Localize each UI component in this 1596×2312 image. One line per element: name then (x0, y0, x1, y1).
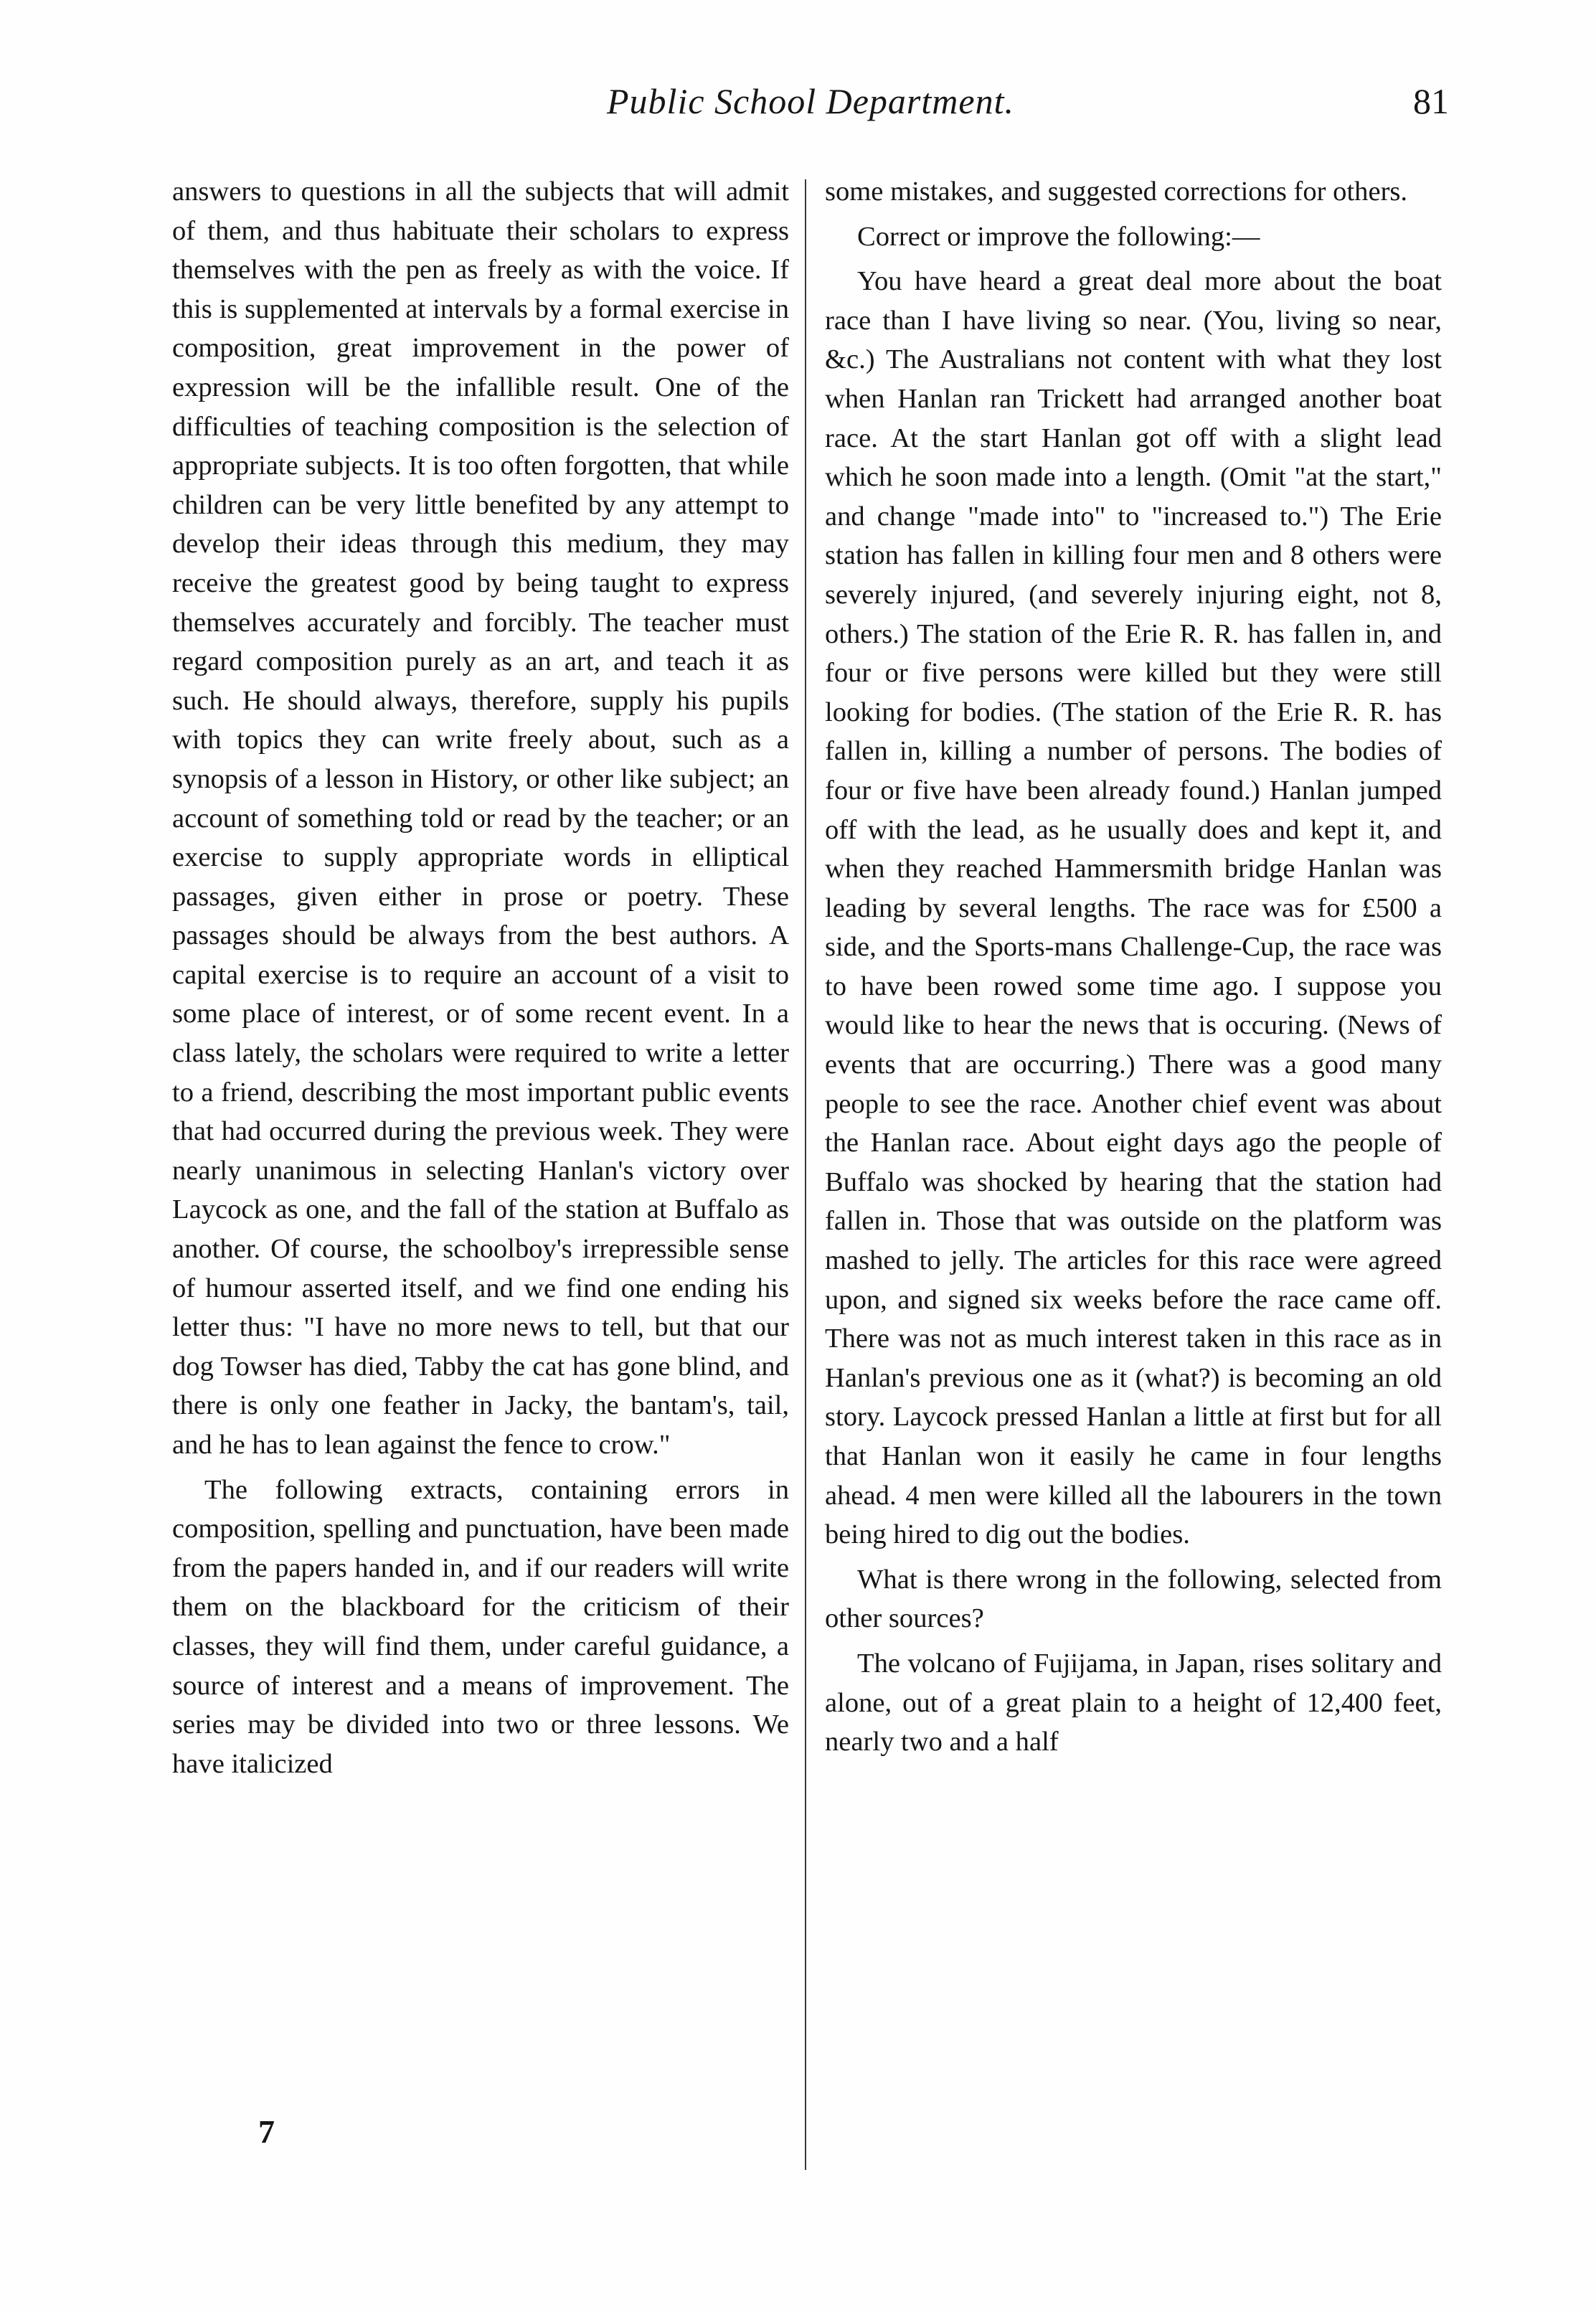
left-column (172, 172, 789, 1783)
left-paragraph-2: The following extracts, containing errors in composition, spelling and punctuation, have been made from the papers handed in, and if our readers will write them on the blackboard for the criticism of their classes, they will find them, under careful guidance, a source of interest and a means of improvement. The series may be divided into two or three lessons. We have italicized (172, 1474, 789, 1779)
right-paragraph-2: Correct or improve the following:— (857, 221, 1260, 252)
right-paragraph-1: some mistakes, and suggested corrections for others. (825, 176, 1408, 207)
right-paragraph-3: You have heard a great deal more about the boat race than I have living so near. (You, living so near, &c.) The Australians not content with what they lost when Hanlan ran Trickett had arranged another boat race. At the start Hanlan got off with a slight lead which he soon made into a length. (Omit "at the start," and change "made into" to "increased to.") The Erie station has fallen in killing four men and 8 others were severely injured, (and severely injuring eight, not 8, others.) The station of the Erie R. R. has fallen in, and four or five persons were killed but they were still looking for bodies. (The station of the Erie R. R. has fallen in, killing a number of persons. The bodies of four or five have been already found.) Hanlan jumped off with the lead, as he usually does and kept it, and when they reached Hammersmith bridge Hanlan was leading by several lengths. The race was for £500 a side, and the Sports-mans Challenge-Cup, the race was to have been rowed some time ago. I suppose you would like to hear the news that is occuring. (News of events that are occurring.) There was a good many people to see the race. Another chief event was about the Hanlan race. About eight days ago the people of Buffalo was shocked by hearing that the station had fallen in. Those that was outside on the platform was mashed to jelly. The articles for this race were agreed upon, and signed six weeks before the race came off. There was not as much interest taken in this race as in Hanlan's previous one as it (what?) is becoming an old story. Laycock pressed Hanlan a little at first but for all that Hanlan won it easily he came in four lengths ahead. 4 men were killed all the labourers in the town being hired to dig out the bodies. (825, 266, 1442, 1550)
right-paragraph-5: The volcano of Fujijama, in Japan, rises solitary and alone, out of a great plain to a height of 12,400 feet, nearly two and a half (825, 1648, 1442, 1757)
signature-mark: 7 (258, 2113, 275, 2150)
right-paragraph-4: What is there wrong in the following, selected from other sources? (825, 1564, 1442, 1634)
page-number: 81 (1413, 81, 1449, 121)
right-column (825, 172, 1442, 1762)
running-head-title: Public School Department. (607, 81, 1014, 121)
running-head (0, 80, 1596, 138)
column-divider (805, 179, 806, 2170)
left-paragraph-1: answers to questions in all the subjects that will admit of them, and thus habituate their scholars to express themselves with the pen as freely as with the voice. If this is supplemented at intervals by a formal exercise in composition, great improvement in the power of expression will be the infallible result. One of the difficulties of teaching composition is the selection of appropriate subjects. It is too often forgotten, that while children can be very little benefited by any attempt to develop their ideas through this medium, they may receive the greatest good by being taught to express themselves accurately and forcibly. The teacher must regard composition purely as an art, and teach it as such. He should always, therefore, supply his pupils with topics they can write freely about, such as a synopsis of a lesson in History, or other like subject; an account of something told or read by the teacher; or an exercise to supply appropriate words in elliptical passages, given either in prose or poetry. These passages should be always from the best authors. A capital exercise is to require an account of a visit to some place of interest, or of some recent event. In a class lately, the scholars were required to write a letter to a friend, describing the most important public events that had occurred during the previous week. They were nearly unanimous in selecting Hanlan's victory over Laycock as one, and the fall of the station at Buffalo as another. Of course, the schoolboy's irrepressible sense of humour asserted itself, and we find one ending his letter thus: "I have no more news to tell, but that our dog Towser has died, Tabby the cat has gone blind, and there is only one feather in Jacky, the bantam's, tail, and he has to lean against the fence to crow." (172, 176, 789, 1460)
